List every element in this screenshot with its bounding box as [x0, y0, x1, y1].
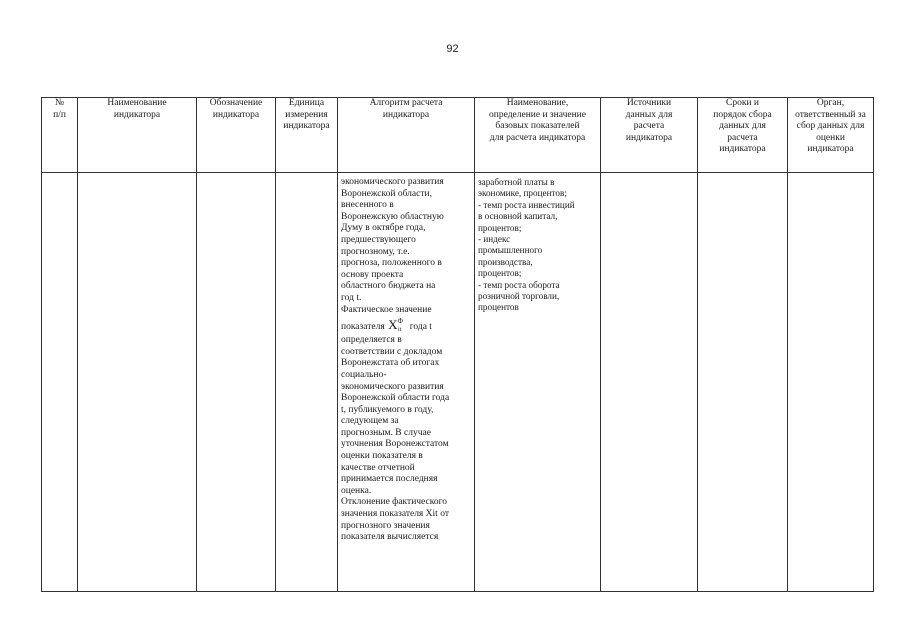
- header-number: № п/п: [42, 98, 78, 173]
- header-data-sources: Источники данных для расчета индикатора: [601, 98, 698, 173]
- header-base-indicators: Наименование, определение и значение базовых показателей для расчета индикатора: [475, 98, 601, 173]
- base-indicators-text: заработной платы в экономике, процентов; - темп роста инвестиций в основной капитал, процентов; - индекс промышленного производства, процентов; - темп роста оборота розничной торговли, процентов: [478, 177, 575, 313]
- header-unit: Единица измерения индикатора: [276, 98, 338, 173]
- page-number: 92: [446, 43, 459, 55]
- table-row: [42, 173, 874, 592]
- cell-unit: [276, 173, 338, 592]
- header-responsible-body: Орган, ответственный за сбор данных для оценки индикатора: [788, 98, 874, 173]
- indicator-table: [41, 97, 874, 592]
- table-header-row: [42, 98, 874, 173]
- formula-x-fact: $X^Фit$: [388, 317, 404, 334]
- cell-data-sources: [601, 173, 698, 592]
- algorithm-text-part2: определяется в соответствии с докладом Воронежстата об итогах социально- экономического развития Воронежской области года t, публикуемого в году, следующем за прогнозным. В случае уточнения Воронежстатом оценки показателя в качестве отчетной принимается последняя оценка. Отклонение фактического значения показателя Xit от прогнозного значения показателя вычисляется: [341, 335, 450, 543]
- cell-base-indicators: [475, 173, 601, 592]
- cell-indicator-designation: [197, 173, 276, 592]
- header-indicator-designation: Обозначение индикатора: [197, 98, 276, 173]
- header-indicator-name: Наименование индикатора: [78, 98, 197, 173]
- header-algorithm: Алгоритм расчета индикатора: [338, 98, 475, 173]
- cell-indicator-name: [78, 173, 197, 592]
- algorithm-text-part1: экономического развития Воронежской области, внесенного в Воронежскую областную Думу в октябре года, предшествующего прогнозному, т.е. прогноза, положенного в основу проекта областного бюджета на год t. Фактическое значение: [341, 177, 444, 315]
- cell-number: [42, 173, 78, 592]
- header-collection-terms: Сроки и порядок сбора данных для расчета индикатора: [698, 98, 788, 173]
- cell-collection-terms: [698, 173, 788, 592]
- cell-responsible-body: [788, 173, 874, 592]
- cell-algorithm: [338, 173, 475, 592]
- algorithm-formula-line: показателя $X^Фit$ года t: [341, 317, 432, 334]
